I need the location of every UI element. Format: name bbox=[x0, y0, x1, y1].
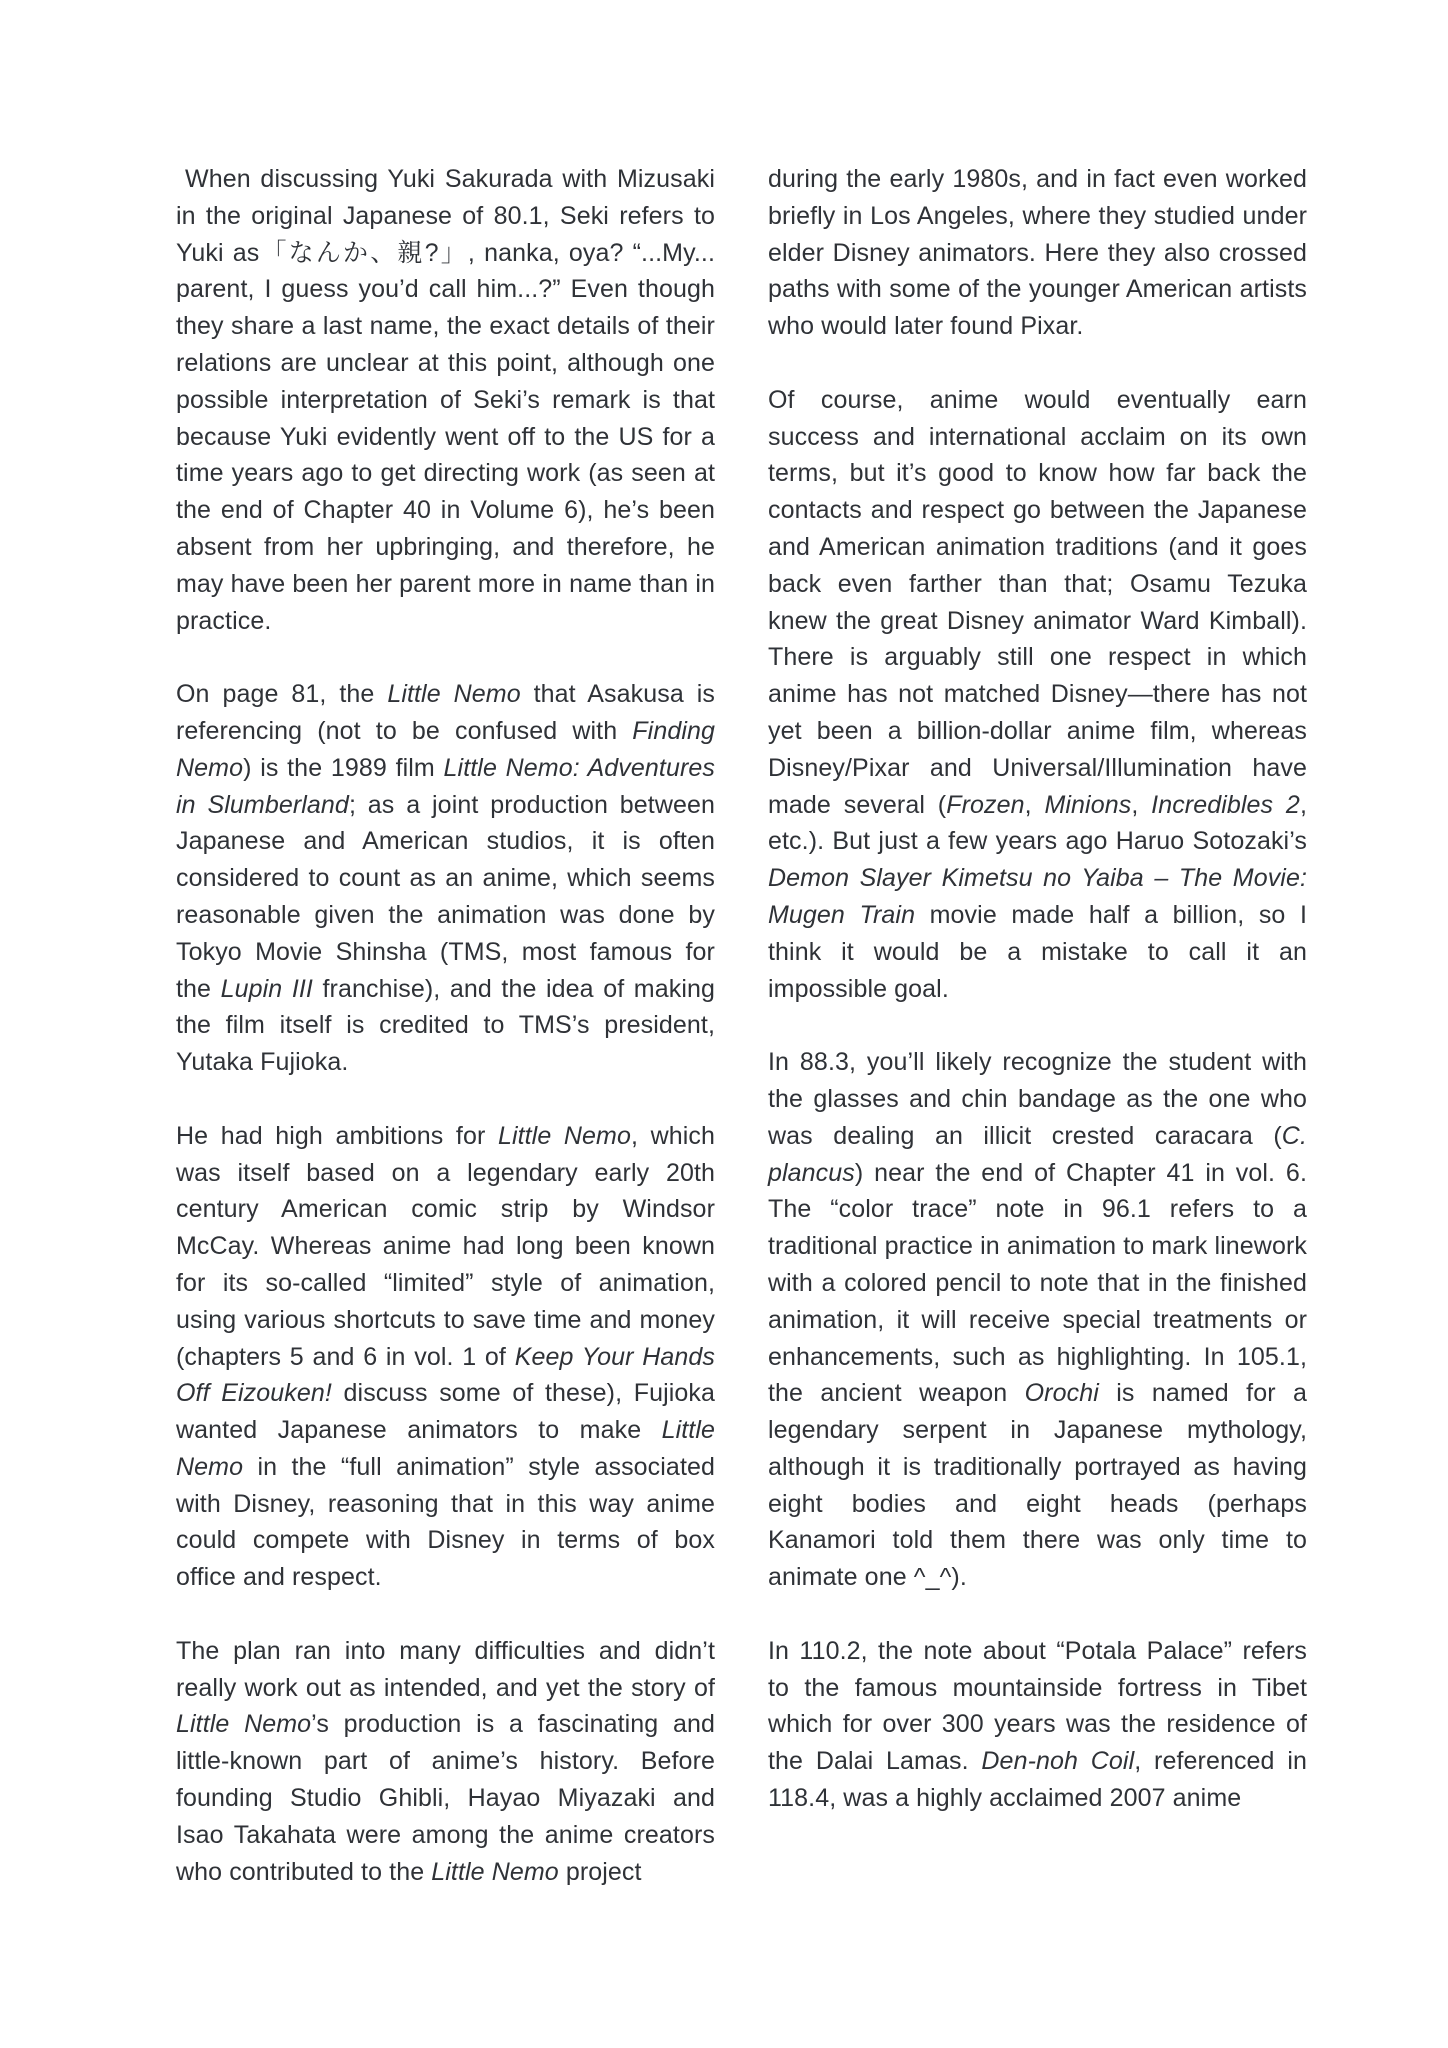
paragraph bbox=[768, 1044, 1307, 1596]
text-run: that Asakusa is referencing (not to be confused with bbox=[176, 680, 716, 745]
text-run: project bbox=[558, 1857, 642, 1886]
text-run: , bbox=[1131, 790, 1152, 819]
italic-text-run: Little Nemo bbox=[176, 1710, 312, 1739]
text-run: discuss some of these), Fujioka wanted Japanese animators to make bbox=[176, 1379, 716, 1445]
text-run: is named for a legendary serpent in Japanese mythology, although it is traditionally portrayed as having eight bodies and eight heads (perhaps Kanamori told them there was only time to animate one ^_^). bbox=[768, 1379, 1307, 1592]
text-column-right bbox=[768, 161, 1307, 1890]
paragraph bbox=[768, 382, 1307, 1008]
italic-text-run: Frozen bbox=[946, 790, 1025, 819]
italic-text-run: Incredibles 2 bbox=[1151, 790, 1300, 819]
text-column-left bbox=[176, 161, 715, 1890]
italic-text-run: Little Nemo bbox=[387, 680, 521, 709]
italic-text-run: Den-noh Coil bbox=[981, 1747, 1135, 1776]
italic-text-run: Little Nemo bbox=[176, 1416, 715, 1481]
text-run: In 88.3, you’ll likely recognize the student with the glasses and chin bandage as the one who was dealing an illicit crested caracara ( bbox=[768, 1048, 1307, 1150]
text-run: Of course, anime would eventually earn success and international acclaim on its own terms, but it’s good to know how far back the contacts and respect go between the Japanese and American animation traditions (and it goes back even farther than that; Osamu Tezuka knew the great Disney animator Ward Kimball). There is arguably still one respect in which anime has not matched Disney—there has not yet been a billion-dollar anime film, whereas Disney/Pixar and Universal/Illumination have made several ( bbox=[768, 385, 1307, 819]
italic-text-run: Little Nemo bbox=[431, 1857, 559, 1886]
text-run: , etc.). But just a few years ago Haruo Sotozaki’s bbox=[768, 790, 1307, 856]
italic-text-run: Keep Your Hands Off Eizouken! bbox=[176, 1342, 715, 1408]
italic-text-run: C. plancus bbox=[768, 1121, 1307, 1187]
text-run: in the “full animation” style associated with Disney, reasoning that in this way anime could compete with Disney in terms of box office and respect. bbox=[176, 1452, 715, 1592]
italic-text-run: Little Nemo bbox=[497, 1121, 631, 1150]
italic-text-run: Minions bbox=[1044, 790, 1132, 819]
paragraph bbox=[176, 161, 715, 639]
page-text-area bbox=[176, 161, 1307, 1890]
text-run: , referenced in 118.4, was a highly acclaimed 2007 anime bbox=[768, 1747, 1307, 1813]
text-run: ) is the 1989 film bbox=[243, 753, 444, 782]
paragraph bbox=[768, 1633, 1307, 1817]
text-run: movie made half a billion, so I think it would be a mistake to call it an impossible goal. bbox=[768, 900, 1308, 1003]
italic-text-run: Demon Slayer Kimetsu no Yaiba – The Movie: Mugen Train bbox=[768, 864, 1307, 929]
italic-text-run: Finding Nemo bbox=[176, 716, 715, 782]
text-run: In 110.2, the note about “Potala Palace” refers to the famous mountainside fortress in Tibet which for over 300 years was the residence of the Dalai Lamas. bbox=[768, 1636, 1307, 1776]
text-run: The plan ran into many difficulties and didn’t really work out as intended, and yet the story of bbox=[176, 1636, 715, 1702]
text-run: On page 81, the bbox=[176, 680, 388, 709]
text-run: during the early 1980s, and in fact even worked briefly in Los Angeles, where they studied under elder Disney animators. Here they also crossed paths with some of the younger American artists who would later found Pixar. bbox=[768, 165, 1307, 341]
italic-text-run: Little Nemo: Adventures in Slumberland bbox=[176, 753, 715, 819]
text-run: ’s production is a fascinating and little-known part of anime’s history. Before founding Studio Ghibli, Hayao Miyazaki and Isao Takahata were among the anime creators who contributed to the bbox=[176, 1710, 715, 1886]
text-run: franchise), and the idea of making the film itself is credited to TMS’s president, Yutaka Fujioka. bbox=[176, 974, 716, 1077]
paragraph bbox=[176, 1118, 715, 1596]
paragraph bbox=[768, 161, 1307, 345]
paragraph bbox=[176, 1633, 715, 1891]
italic-text-run: Orochi bbox=[1024, 1379, 1099, 1408]
text-run: He had high ambitions for bbox=[176, 1121, 498, 1150]
text-run: , which was itself based on a legendary early 20th century American comic strip by Windsor McCay. Whereas anime had long been known for its so-called “limited” style of animation, using various shortcuts to save time and money (chapters 5 and 6 in vol. 1 of bbox=[176, 1121, 715, 1371]
text-run: When discussing Yuki Sakurada with Mizusaki in the original Japanese of 80.1, Seki refers to Yuki as「なんか、親?」, nanka, oya? “...My... parent, I guess you’d call him...?” Even though they share a last name, the exact details of their relations are unclear at this point, although one possible interpretation of Seki’s remark is that because Yuki evidently went off to the US for a time years ago to get directing work (as seen at the end of Chapter 40 in Volume 6), he’s been absent from her upbringing, and therefore, he may have been her parent more in name than in practice. bbox=[176, 165, 715, 635]
text-run: ) near the end of Chapter 41 in vol. 6. The “color trace” note in 96.1 refers to a traditional practice in animation to mark linework with a colored pencil to note that in the finished animation, it will receive special treatments or enhancements, such as highlighting. In 105.1, the ancient weapon bbox=[768, 1158, 1307, 1408]
text-run: , bbox=[1024, 790, 1045, 819]
italic-text-run: Lupin III bbox=[220, 974, 313, 1003]
text-run: ; as a joint production between Japanese and American studios, it is often considered to count as an anime, which seems reasonable given the animation was done by Tokyo Movie Shinsha (TMS, most famous for the bbox=[176, 790, 715, 1003]
paragraph bbox=[176, 676, 715, 1081]
